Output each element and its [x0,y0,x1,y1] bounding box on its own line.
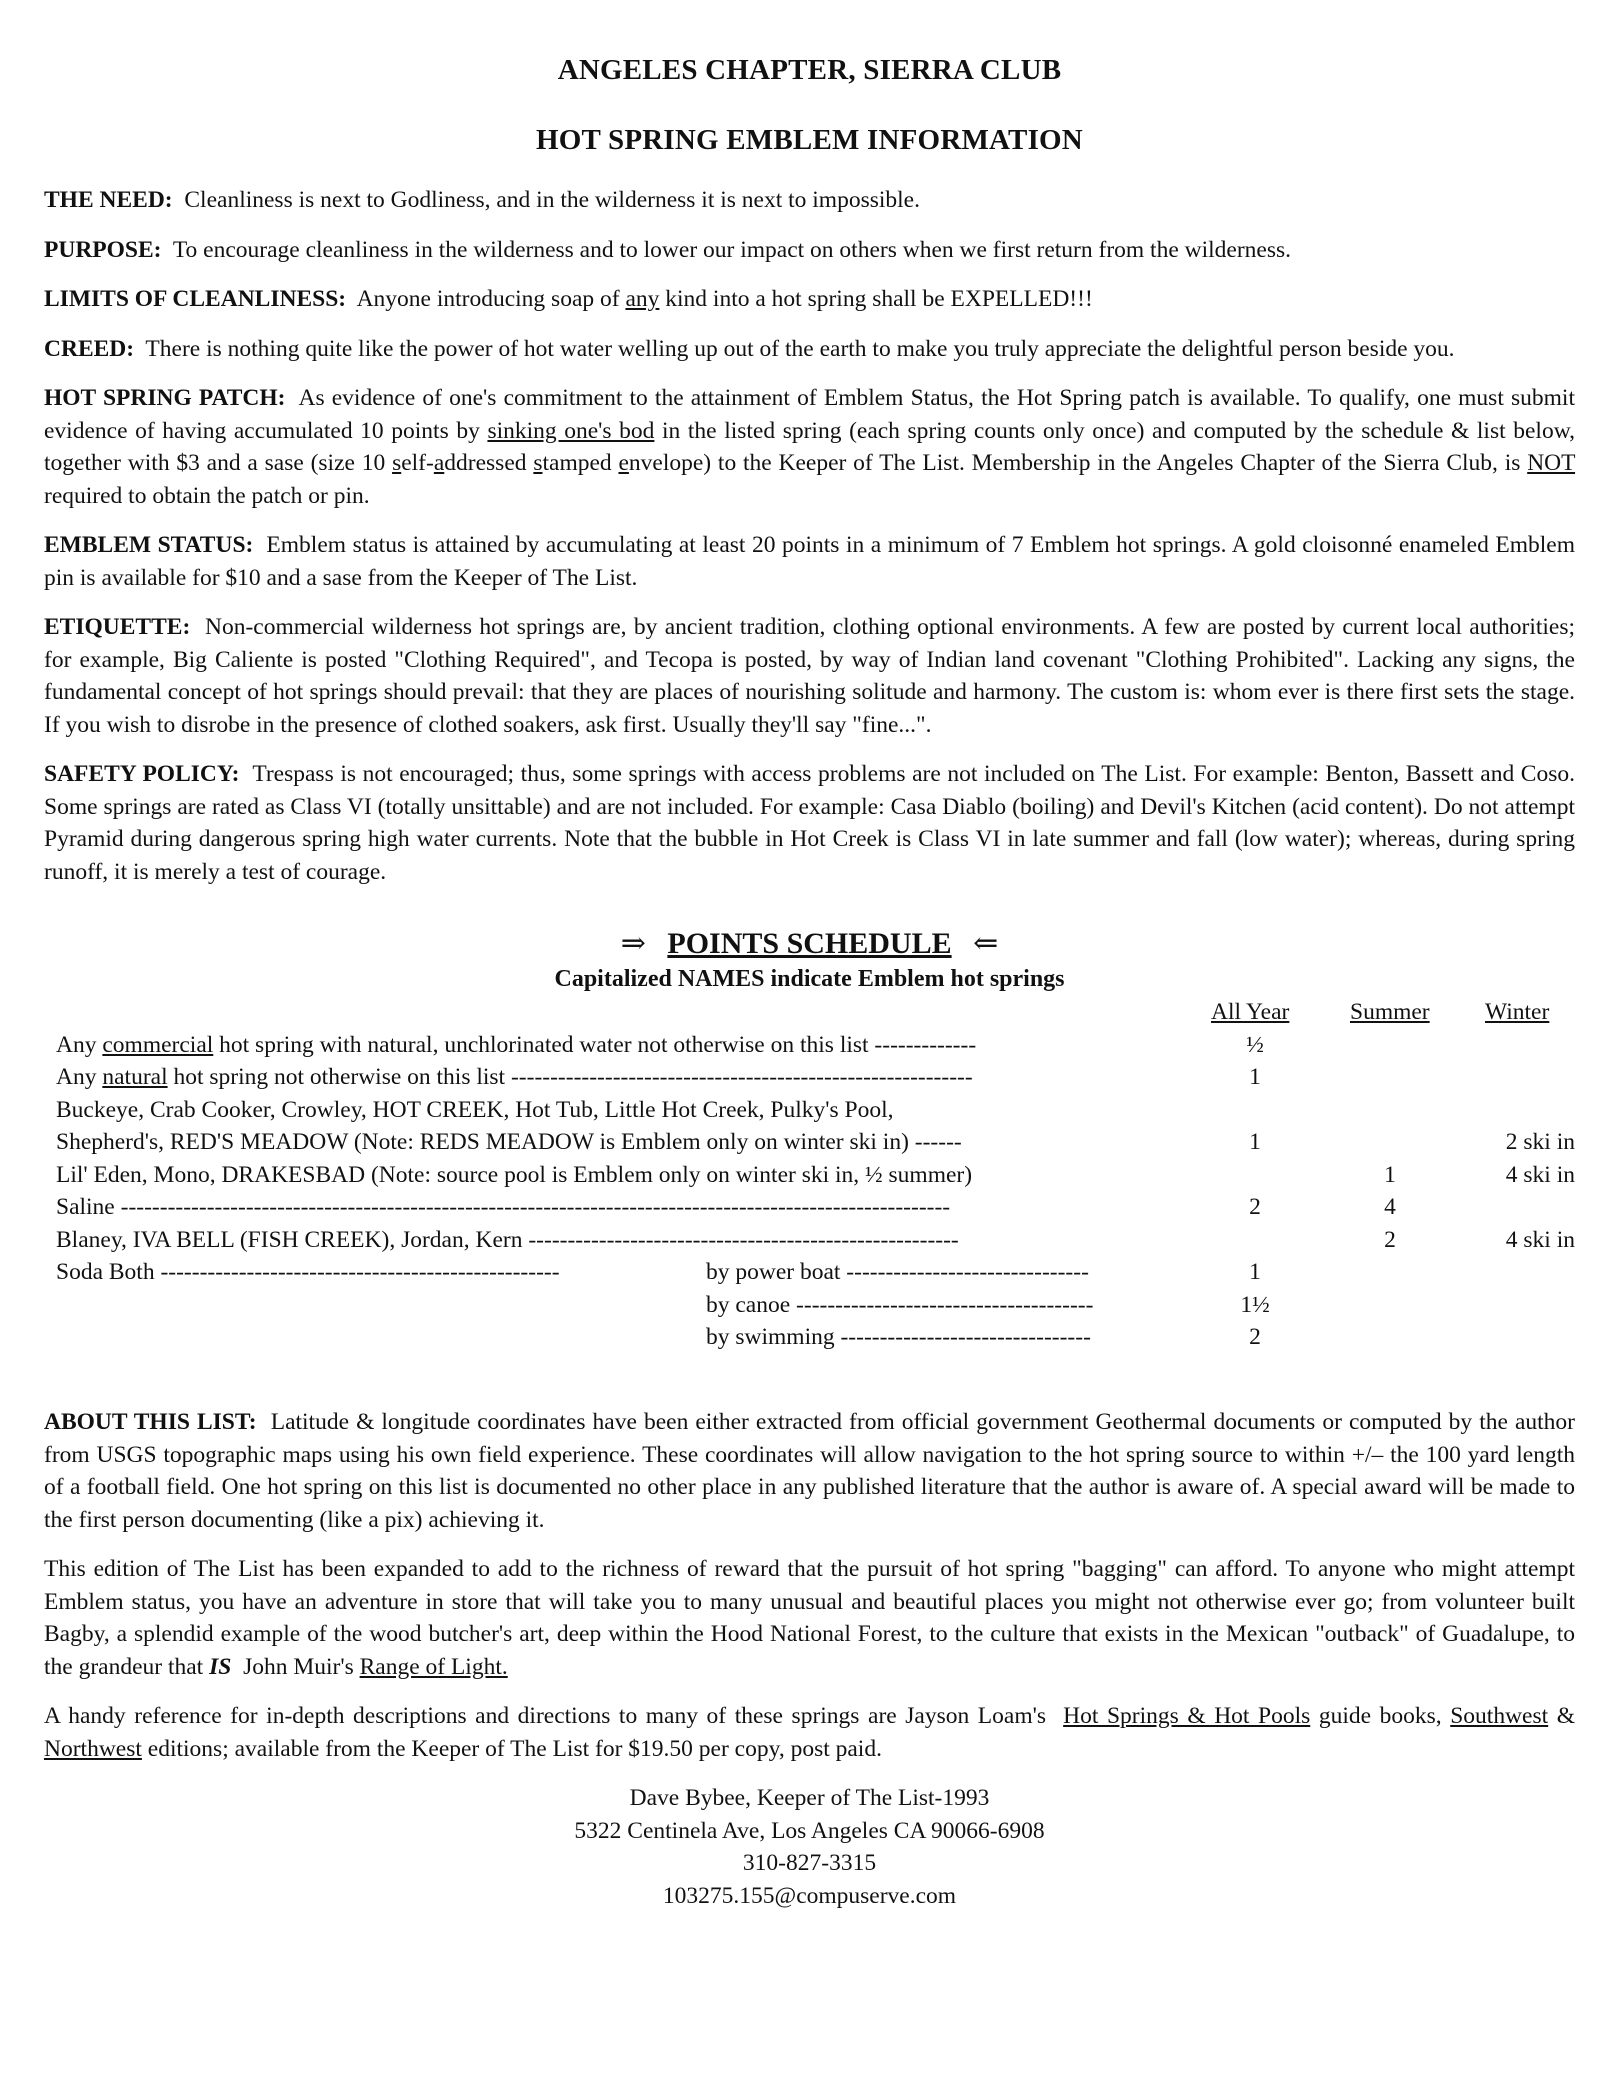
row5-all-year: 2 [1249,1194,1261,1220]
reference-southwest: Southwest [1450,1703,1549,1729]
limits-text-b: kind into a hot spring shall be EXPELLED!!! [665,286,1093,312]
row7-power-all: 1 [1249,1259,1261,1285]
sase-s: s [392,450,402,476]
reference-text-a: A handy reference for in-depth descriptions and directions to many of these springs are Jayson Loam's [44,1703,1046,1729]
row3-winter: 2 ski in [1505,1129,1575,1155]
patch-label: HOT SPRING PATCH: [44,385,286,411]
limits-any: any [625,286,660,312]
emblem-text: Emblem status is attained by accumulating at least 20 points in a minimum of 7 Emblem hot springs. A gold cloisonné enameled Emblem pin is available for $10 and a sase from the Keeper of The List. [44,532,1576,591]
schedule-subtitle: Capitalized NAMES indicate Emblem hot springs [554,966,1065,992]
about-paragraph [44,1406,1575,1536]
limits-text-a: Anyone introducing soap of [356,286,620,312]
col-all-year: All Year [1211,999,1290,1025]
sase-s2: s [533,450,543,476]
need-text: Cleanliness is next to Godliness, and in the wilderness it is next to impossible. [184,187,920,213]
row1-all-year: ½ [1246,1031,1264,1058]
purpose-paragraph [44,234,1575,267]
reference-amp: & [1556,1703,1576,1729]
sase-s-rest: elf- [401,450,434,476]
sase-a: a [433,450,445,476]
etiquette-label: ETIQUETTE: [44,614,191,640]
limits-label: LIMITS OF CLEANLINESS: [44,286,347,312]
schedule-heading: POINTS SCHEDULE [667,927,952,960]
row7-swim-all: 2 [1249,1324,1261,1350]
purpose-text: To encourage cleanliness in the wilderness and to lower our impact on others when we first return from the wilderness. [172,236,1292,263]
row4-text: Lil' Eden, Mono, DRAKESBAD (Note: source pool is Emblem only on winter ski in, ½ summer) [56,1161,973,1188]
reference-text-c: editions; available from the Keeper of The List for $19.50 per copy, post paid. [147,1735,882,1762]
keeper-phone: 310-827-3315 [742,1850,877,1876]
row7-power: by power boat ------------------------------- [706,1259,1089,1285]
reference-paragraph [44,1700,1575,1765]
patch-text-a: As evidence of one's commitment to the attainment of Emblem Status, the Hot Spring patch is available. To qualify, one must submit evidence of having accumulated 10 points by [44,385,1575,444]
creed-label: CREED: [44,335,135,362]
need-paragraph [44,184,1575,217]
page-subtitle: HOT SPRING EMBLEM INFORMATION [536,124,1083,156]
reference-book: Hot Springs & Hot Pools [1063,1703,1311,1729]
sase-e: e [618,450,629,476]
row5-summer: 4 [1384,1194,1396,1220]
keeper-address: 5322 Centinela Ave, Los Angeles CA 90066-6908 [574,1817,1045,1844]
patch-sinking: sinking one's bod [487,417,655,444]
sase-e-rest: nvelope) to the Keeper of The List. Membership in the Angeles Chapter of the Sierra Club, is [628,450,1521,476]
safety-paragraph [44,758,1575,888]
col-winter: Winter [1485,999,1550,1025]
schedule-row-commercial [56,1029,976,1062]
row6-summer: 2 [1384,1226,1396,1253]
row5-text: Saline ---------------------------------------------------------------------------------------------------------- [56,1194,951,1220]
row7-swim: by swimming -------------------------------- [706,1324,1091,1350]
row3-line1: Buckeye, Crab Cooker, Crowley, HOT CREEK, Hot Tub, Little Hot Creek, Pulky's Pool, [56,1096,894,1123]
edition-paragraph [44,1553,1575,1683]
points-schedule-table [44,996,1575,1381]
creed-text: There is nothing quite like the power of hot water welling up out of the earth to make you truly appreciate the delightful person beside you. [145,335,1455,362]
row2-post: hot spring not otherwise on this list ----------------------------------------------------------- [173,1064,973,1090]
row4-winter: 4 ski in [1505,1161,1575,1188]
row1-commercial: commercial [102,1031,214,1058]
reference-northwest: Northwest [44,1735,142,1762]
edition-text-a: This edition of The List has been expanded to add to the richness of reward that the pursuit of hot spring "bagging" can afford. To anyone who might attempt Emblem status, you have an adventure in store that will take you to many unusual and beautiful places you might not otherwise ever go; from volunteer built Bagby, a splendid example of the wood butcher's art, deep within the Hood National Forest, to the culture that exists in the Mexican "outback" of Guadalupe, to the grandeur that [44,1556,1575,1680]
row2-all-year: 1 [1249,1064,1261,1090]
edition-is: IS [209,1653,232,1680]
edition-text-b: John Muir's [243,1653,354,1680]
right-arrow-icon: ⇒ [620,927,646,960]
row1-pre: Any [56,1031,97,1058]
row1-post: hot spring with natural, unchlorinated water not otherwise on this list ------------- [219,1031,977,1058]
limits-paragraph [44,283,1575,316]
row2-pre: Any [56,1064,97,1090]
row7-canoe: by canoe -------------------------------------- [706,1291,1094,1318]
left-arrow-icon: ⇐ [973,927,999,960]
patch-not: NOT [1527,450,1576,476]
patch-text-c: required to obtain the patch or pin. [44,482,370,509]
etiquette-paragraph [44,611,1575,741]
purpose-label: PURPOSE: [44,236,162,263]
need-label: THE NEED: [44,187,173,213]
emblem-paragraph [44,529,1575,594]
safety-label: SAFETY POLICY: [44,761,240,787]
range-of-light: Range of Light. [359,1653,508,1680]
patch-paragraph [44,382,1575,512]
signature-block [44,1782,1575,1912]
schedule-title [44,926,1575,962]
patch-text-b: in the listed spring (each spring counts only once) and computed by the schedule & list below, together with $3 and a sase (size 10 [44,417,1576,476]
page-title: ANGELES CHAPTER, SIERRA CLUB [557,54,1062,86]
sase-s2-rest: tamped [542,450,612,476]
creed-paragraph [44,333,1575,366]
row3-all-year: 1 [1249,1129,1261,1155]
row6-winter: 4 ski in [1505,1226,1575,1253]
safety-text: Trespass is not encouraged; thus, some springs with access problems are not included on The List. For example: Benton, Bassett and Coso. Some springs are rated as Class VI (totally unsittable) and are not included. For example: Casa Diablo (boiling) and Devil's Kitchen (acid content). Do not attempt Pyramid during dangerous spring high water currents. Note that the bubble in Hot Creek is Class VI in late summer and fall (low water); whereas, during spring runoff, it is merely a test of courage. [44,761,1575,885]
about-text: Latitude & longitude coordinates have been either extracted from official government Geothermal documents or computed by the author from USGS topographic maps using his own field experience. These coordinates will allow navigation to the hot spring source to within +/– the 100 yard length of a football field. One hot spring on this list is documented no other place in any published literature that the author is aware of. A special award will be made to the first person documenting (like a pix) achieving it. [44,1409,1575,1533]
row6-text: Blaney, IVA BELL (FISH CREEK), Jordan, Kern ------------------------------------------------------- [56,1226,959,1253]
etiquette-text: Non-commercial wilderness hot springs are, by ancient tradition, clothing optional environments. A few are posted by current local authorities; for example, Big Caliente is posted "Clothing Required", and Tecopa is posted, by way of Indian land covenant "Clothing Prohibited". Lacking any signs, the fundamental concept of hot springs should prevail: that they are places of nourishing solitude and harmony. The custom is: whom ever is there first sets the stage. If you wish to disrobe in the presence of clothed soakers, ask first. Usually they'll say "fine...". [44,614,1576,738]
row7-text: Soda Both --------------------------------------------------- [56,1259,560,1285]
col-summer: Summer [1350,999,1430,1025]
keeper-name: Dave Bybee, Keeper of The List-1993 [629,1785,990,1811]
sase-a-rest: ddressed [444,450,527,476]
about-label: ABOUT THIS LIST: [44,1409,257,1435]
keeper-email: 103275.155@compuserve.com [662,1882,957,1909]
emblem-label: EMBLEM STATUS: [44,532,254,558]
row7-canoe-all: 1½ [1240,1291,1270,1318]
row4-summer: 1 [1384,1161,1396,1188]
row3-line2: Shepherd's, RED'S MEADOW (Note: REDS MEADOW is Emblem only on winter ski in) ------ [56,1129,962,1155]
row2-natural: natural [102,1064,168,1090]
schedule-row-natural [56,1061,973,1094]
reference-text-b: guide books, [1318,1703,1442,1729]
document-page [44,52,1575,1912]
